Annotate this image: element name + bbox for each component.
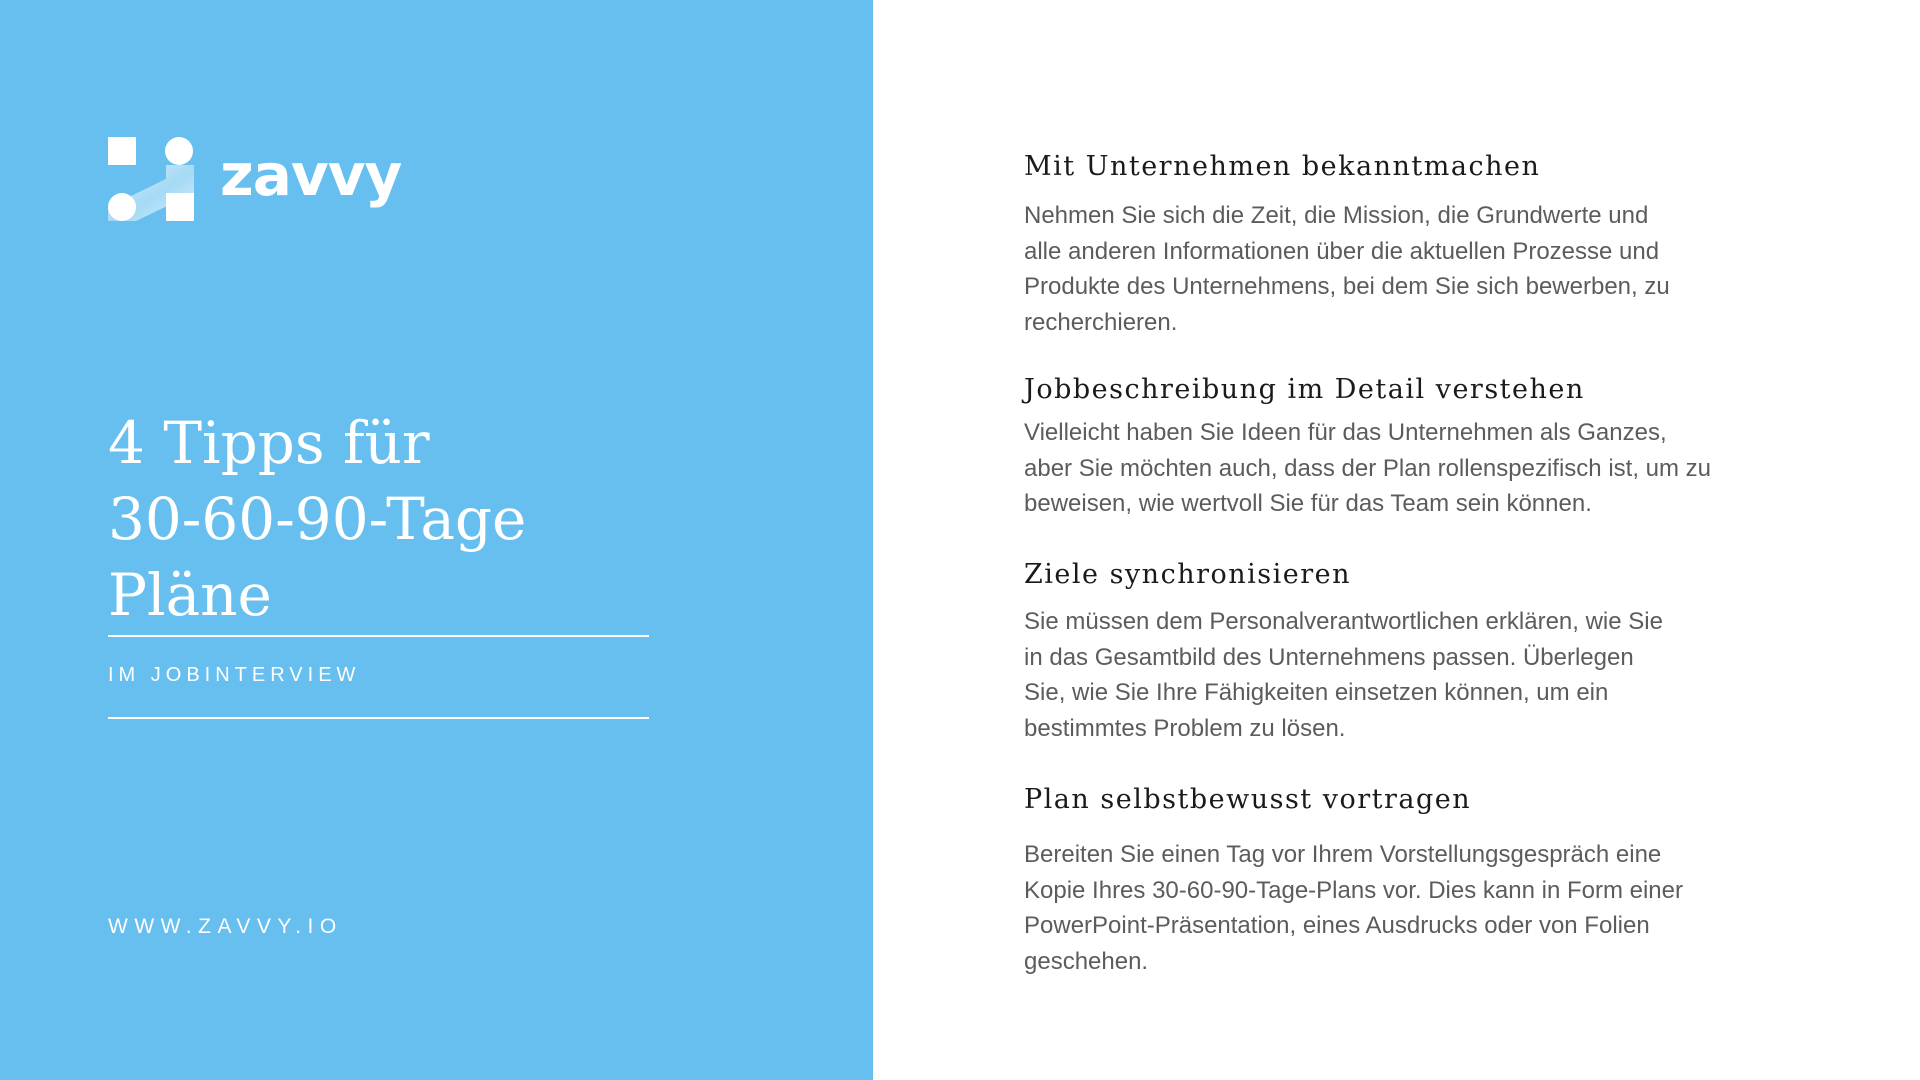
page-title xyxy=(108,405,668,633)
tip-body xyxy=(1024,837,1794,979)
divider-bottom xyxy=(108,717,649,719)
zavvy-logo xyxy=(108,137,401,221)
tip-body-line: alle anderen Informationen über die aktuellen Prozesse und xyxy=(1024,237,1660,265)
tip-heading: Jobbeschreibung im Detail verstehen xyxy=(1024,374,1585,405)
title-line: Pläne xyxy=(108,561,272,629)
tip-body-line: PowerPoint-Präsentation, eines Ausdrucks oder von Folien xyxy=(1024,912,1650,939)
subtitle: IM JOBINTERVIEW xyxy=(108,664,361,686)
brand-name: zavvy xyxy=(220,141,402,209)
tip-body-line: recherchieren. xyxy=(1024,308,1178,336)
tip-body-line: Sie, wie Sie Ihre Fähigkeiten einsetzen können, um ein xyxy=(1024,679,1609,706)
tip-body xyxy=(1024,198,1794,340)
tip-body-line: Produkte des Unternehmens, bei dem Sie sich bewerben, zu xyxy=(1024,273,1670,300)
tip-body-line: Vielleicht haben Sie Ideen für das Unternehmen als Ganzes, xyxy=(1024,419,1667,446)
divider-top xyxy=(108,635,649,637)
tip-heading: Mit Unternehmen bekanntmachen xyxy=(1024,151,1541,182)
left-panel xyxy=(0,0,873,1080)
zavvy-logo-icon xyxy=(108,137,194,221)
tip-item xyxy=(1024,558,1804,746)
tip-body-line: geschehen. xyxy=(1024,947,1149,975)
tip-item xyxy=(1024,373,1804,522)
tip-heading: Ziele synchronisieren xyxy=(1024,559,1352,590)
tip-body xyxy=(1024,415,1794,522)
tip-body-line: aber Sie möchten auch, dass der Plan rollenspezifisch ist, um zu xyxy=(1024,454,1712,482)
title-line: 4 Tipps für xyxy=(108,409,430,477)
tip-item xyxy=(1024,150,1804,340)
tip-body-line: in das Gesamtbild des Unternehmens passen. Überlegen xyxy=(1024,643,1634,671)
tip-body-line: beweisen, wie wertvoll Sie für das Team sein können. xyxy=(1024,490,1592,517)
tip-body xyxy=(1024,604,1794,746)
tip-body-line: bestimmtes Problem zu lösen. xyxy=(1024,714,1346,742)
tip-item xyxy=(1024,783,1804,979)
tip-heading: Plan selbstbewusst vortragen xyxy=(1024,784,1472,815)
tip-body-line: Kopie Ihres 30-60-90-Tage-Plans vor. Dies kann in Form einer xyxy=(1024,876,1683,904)
title-line: 30-60-90-Tage xyxy=(108,485,527,553)
tip-body-line: Nehmen Sie sich die Zeit, die Mission, die Grundwerte und xyxy=(1024,202,1649,229)
tip-body-line: Bereiten Sie einen Tag vor Ihrem Vorstellungsgespräch eine xyxy=(1024,841,1662,868)
website-link[interactable]: WWW.ZAVVY.IO xyxy=(108,915,343,938)
tip-body-line: Sie müssen dem Personalverantwortlichen erklären, wie Sie xyxy=(1024,608,1663,635)
